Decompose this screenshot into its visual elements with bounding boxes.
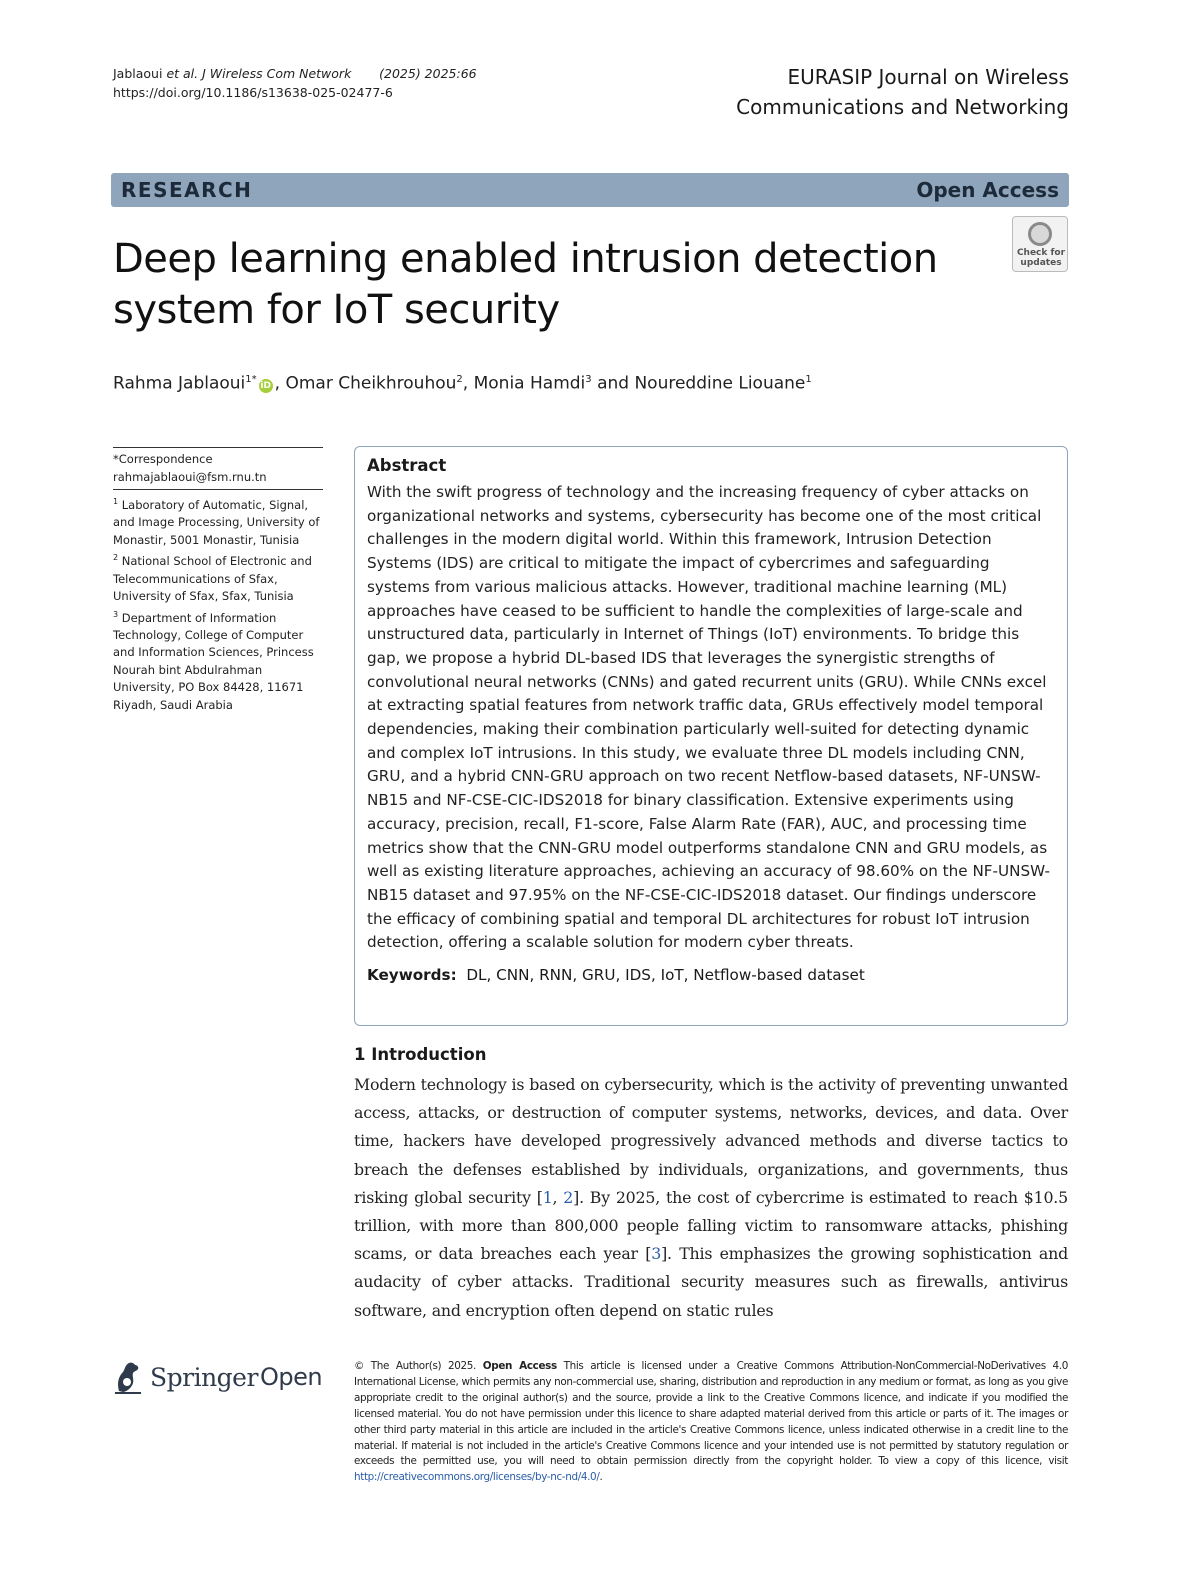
check-updates-label: Check for updates	[1016, 248, 1066, 268]
citation-authors: Jablaoui	[113, 66, 163, 81]
affiliation-text: Laboratory of Automatic, Signal, and Image Processing, University of Monastir, 5001 Monastir, Tunisia	[113, 497, 320, 547]
citation-link[interactable]: 3	[651, 1244, 662, 1264]
journal-line-2: Communications and Networking	[736, 95, 1069, 119]
license-open-access: Open Access	[482, 1360, 557, 1372]
keywords	[367, 964, 1055, 987]
affiliations-sidebar	[113, 447, 323, 714]
article-title: Deep learning enabled intrusion detection system for IoT security	[113, 236, 938, 333]
correspondence-label	[113, 451, 323, 469]
check-for-updates-badge[interactable]	[1012, 216, 1068, 272]
citation-link[interactable]: 2	[563, 1187, 574, 1207]
abstract-heading: Abstract	[367, 456, 447, 475]
citation-header	[113, 64, 477, 102]
intro-text: ]. By 2025, the cost of cybercrime is estimated to reach $10.5 trillion, with more than 800,000 people falling victim to ransomware attacks, phishing scams, or data breaches each year [	[354, 1187, 1068, 1264]
license-end: .	[599, 1471, 603, 1484]
correspondence-star: *	[113, 452, 119, 466]
abstract-text: With the swift progress of technology and the increasing frequency of cyber attacks on organizational networks and systems, cybersecurity has become one of the most critical challenges in the modern digital world. Within this framework, Intrusion Detection Systems (IDS) are critical to mitigate the impact of cybercrimes and safeguarding systems from various malicious attacks. However, traditional machine learning (ML) approaches have ceased to be sufficient to handle the complexities of large-scale and unstructured data, particularly in Internet of Things (IoT) environments. To bridge this gap, we propose a hybrid DL-based IDS that leverages the synergistic strengths of convolutional neural networks (CNNs) and gated recurrent units (GRU). While CNNs excel at extracting spatial features from network traffic data, GRUs effectively model temporal dependencies, making their combination particularly well-suited for detecting dynamic and complex IoT intrusions. In this study, we evaluate three DL models including CNN, GRU, and a hybrid CNN-GRU approach on two recent Netflow-based datasets, NF-UNSW-NB15 and NF-CSE-CIC-IDS2018 for binary classification. Extensive experiments using accuracy, precision, recall, F1-score, False Alarm Rate (FAR), AUC, and processing time metrics show that the CNN-GRU model outperforms standalone CNN and GRU models, as well as existing literature approaches, achieving an accuracy of 98.60% on the NF-UNSW-NB15 dataset and 97.95% on the NF-CSE-CIC-IDS2018 dataset. Our findings underscore the efficacy of combining spatial and temporal DL architectures for robust IoT intrusion detection, offering a scalable solution for modern cyber threats.	[367, 483, 1051, 952]
author-affiliation: 2	[456, 374, 463, 385]
license-copyright: © The Author(s) 2025.	[354, 1360, 476, 1372]
journal-name	[736, 62, 1069, 122]
author-name: Omar Cheikhrouhou	[285, 373, 457, 394]
affiliation-text: Department of Information Technology, College of Computer and Information Sciences, Princess Nourah bint Abdulrahman University, PO Box 84428, 11671 Riyadh, Saudi Arabia	[113, 610, 314, 712]
author-affiliation: 1*	[245, 374, 257, 385]
citation-link[interactable]: 1	[542, 1187, 553, 1207]
affiliation-text: National School of Electronic and Telecommunications of Sfax, University of Sfax, Sfax, Tunisia	[113, 554, 312, 604]
affiliation-number: 3	[113, 609, 119, 619]
keywords-label: Keywords:	[367, 966, 457, 985]
article-type-banner	[111, 173, 1069, 207]
citation-journal: J Wireless Com Network	[202, 66, 352, 81]
springer-horse-icon	[113, 1360, 143, 1394]
intro-text: ]. This emphasizes the growing sophistication and audacity of cyber attacks. Traditional security measures such as firewalls, antivirus software, and encryption often depend on static rules	[354, 1244, 1068, 1320]
correspondence-email[interactable]: rahmajablaoui@fsm.rnu.tn	[113, 469, 267, 484]
affiliation-number: 2	[113, 553, 119, 563]
open-access-label: Open Access	[916, 178, 1059, 202]
check-updates-icon	[1028, 222, 1052, 246]
section-heading-introduction: 1 Introduction	[354, 1045, 487, 1064]
author-conjunction: and	[597, 373, 630, 394]
license-statement	[354, 1359, 1068, 1486]
divider	[113, 447, 323, 448]
author-affiliation: 1	[805, 374, 812, 385]
author-name: Noureddine Liouane	[634, 373, 806, 394]
introduction-paragraph	[354, 1071, 1068, 1325]
logo-springer: Springer	[150, 1362, 258, 1392]
logo-open: Open	[259, 1363, 323, 1391]
license-text: This article is licensed under a Creative Commons Attribution-NonCommercial-NoDerivatives 4.0 International License, which permits any non-commercial use, sharing, distribution and reproduction in any medium or format, as long as you give appropriate credit to the original author(s) and the source, provide a link to the Creative Commons licence, and indicate if you modified the licensed material. You do not have permission under this licence to share adapted material derived from this article or parts of it. The images or other third party material in this article are included in the article's Creative Commons licence, unless indicated otherwise in a credit line to the material. If material is not included in the article's Creative Commons licence and your intended use is not permitted by statutory regulation or exceeds the permitted use, you will need to obtain permission directly from the copyright holder. To view a copy of this licence, visit	[354, 1360, 1069, 1468]
intro-text: ,	[552, 1187, 564, 1207]
orcid-icon[interactable]: iD	[260, 380, 271, 391]
author-name: Monia Hamdi	[473, 373, 586, 394]
springer-open-logo	[113, 1360, 322, 1394]
affiliation-2	[113, 549, 323, 605]
license-url-link[interactable]: http://creativecommons.org/licenses/by-nc-nd/4.0/	[354, 1471, 600, 1484]
citation-year: (2025) 2025:66	[379, 66, 477, 81]
abstract-box	[354, 446, 1068, 1026]
affiliation-number: 1	[113, 497, 119, 506]
affiliation-1	[113, 493, 323, 549]
doi-link[interactable]: https://doi.org/10.1186/s13638-025-02477-6	[113, 85, 393, 100]
correspondence-text: Correspondence	[118, 452, 213, 466]
author-list: Rahma Jablaoui$^{1*}$iD , Omar Cheikhrouhou$^2$, Monia Hamdi$^3$ and Noureddine Liouane$^1$	[113, 373, 812, 394]
keywords-list: DL, CNN, RNN, GRU, IDS, IoT, Netflow-based dataset	[466, 966, 865, 985]
article-type: RESEARCH	[121, 178, 253, 202]
intro-text: Modern technology is based on cybersecurity, which is the activity of preventing unwanted access, attacks, or destruction of computer systems, networks, devices, and data. Over time, hackers have developed progressively advanced methods and diverse tactics to breach the defenses established by individuals, organizations, and governments, thus risking global security [	[354, 1075, 1068, 1207]
author-affiliation: 3	[585, 374, 592, 385]
citation-etal: et al.	[166, 66, 199, 81]
journal-line-1: EURASIP Journal on Wireless	[787, 65, 1069, 89]
affiliation-3	[113, 606, 323, 715]
author-name: Rahma Jablaoui	[113, 373, 246, 394]
divider	[113, 489, 323, 490]
